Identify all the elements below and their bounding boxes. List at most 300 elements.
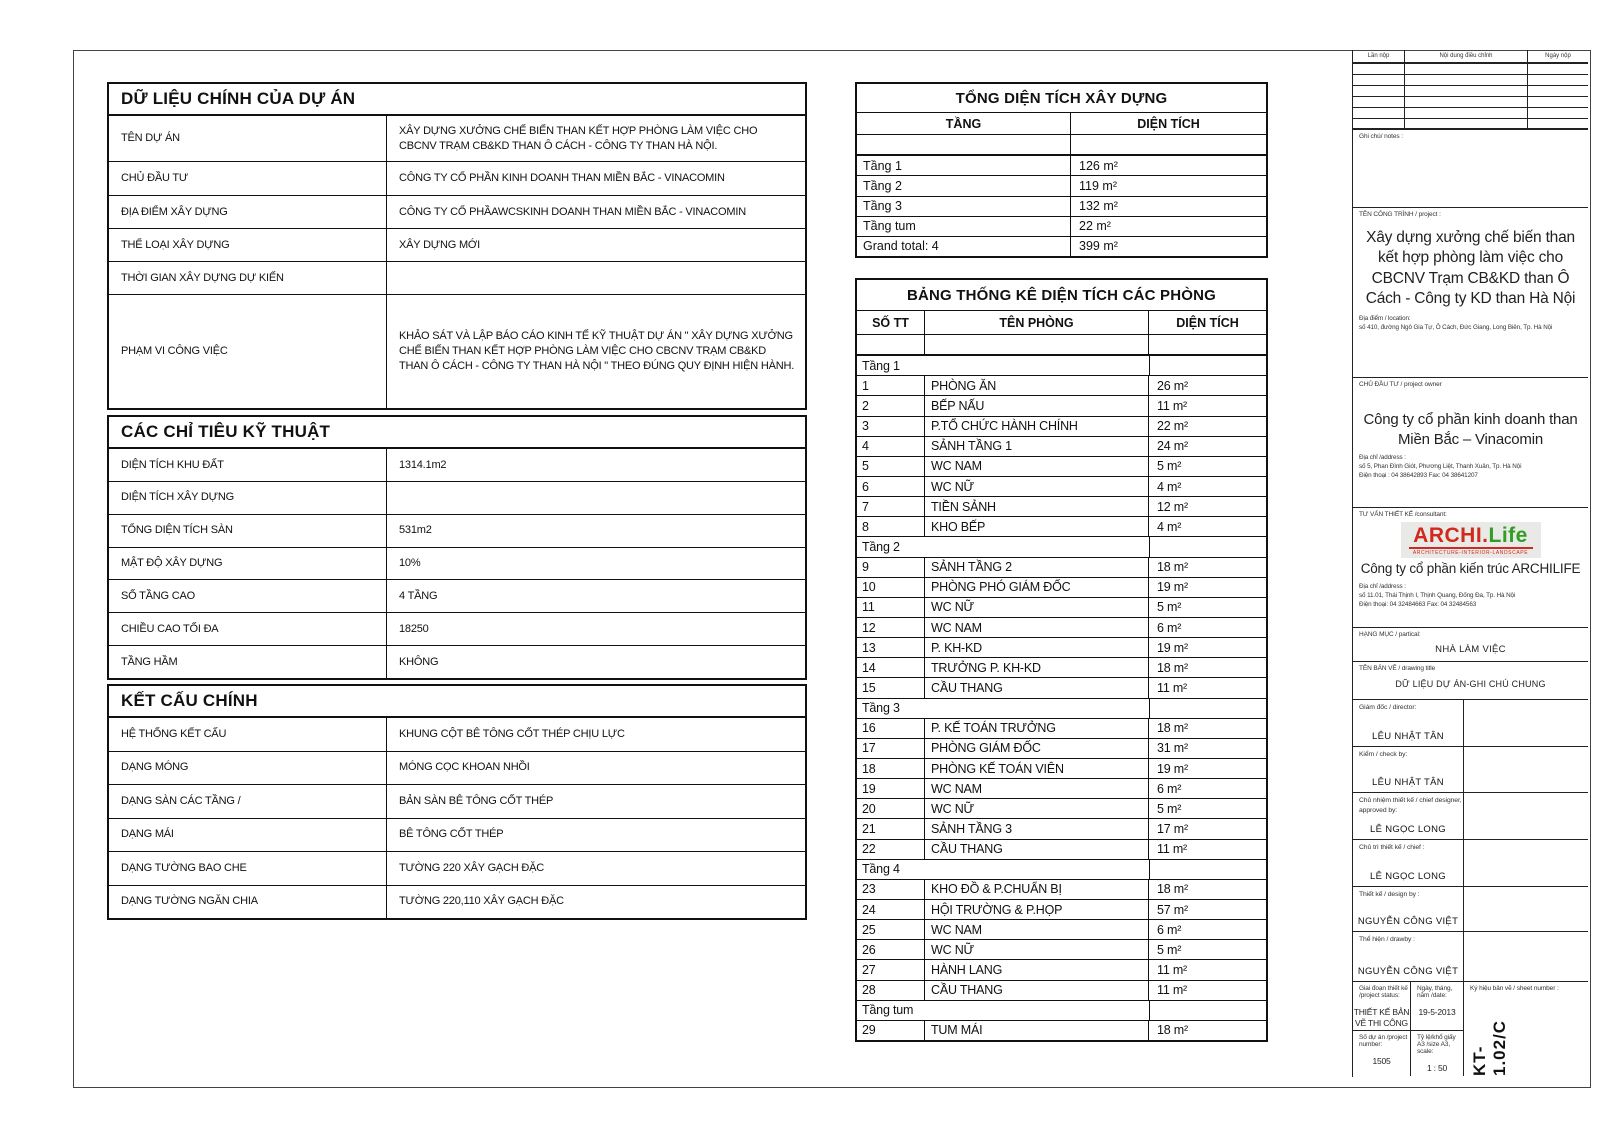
revision-cell bbox=[1353, 64, 1405, 74]
table-row bbox=[109, 613, 805, 646]
revision-header bbox=[1353, 50, 1588, 64]
revision-cell bbox=[1353, 119, 1405, 130]
row-label: TỔNG DIỆN TÍCH SÀN bbox=[109, 515, 387, 547]
column-header-area: DIỆN TÍCH bbox=[1137, 116, 1200, 131]
no-cell: 13 bbox=[857, 638, 925, 657]
table-row bbox=[857, 759, 1266, 779]
consultant-box bbox=[1353, 508, 1588, 628]
stage-value: THIẾT KẾ BẢN VẼ THI CÔNG bbox=[1353, 1007, 1410, 1029]
no-cell: 5 bbox=[857, 457, 925, 476]
no-cell: 1 bbox=[857, 376, 925, 395]
signature-role-label: Giám đốc / director: bbox=[1359, 704, 1417, 711]
area-cell: 18 m² bbox=[1157, 1023, 1188, 1038]
revision-row bbox=[1353, 64, 1588, 75]
row-value: 10% bbox=[399, 557, 421, 570]
consultant-label: TƯ VẤN THIẾT KẾ /consultant: bbox=[1359, 511, 1447, 518]
project-number-cell bbox=[1353, 1031, 1410, 1076]
table-row bbox=[109, 196, 805, 229]
no-cell: 9 bbox=[857, 558, 925, 577]
row-value: KHÔNG bbox=[399, 655, 439, 668]
table-row bbox=[857, 135, 1266, 156]
drawing-title-value: DỮ LIỆU DỰ ÁN-GHI CHÚ CHUNG bbox=[1395, 679, 1546, 689]
table-row bbox=[857, 517, 1266, 537]
area-cell: 11 m² bbox=[1157, 983, 1188, 998]
table-row bbox=[109, 295, 805, 408]
table-row bbox=[857, 638, 1266, 658]
row-value: 1314.1m2 bbox=[399, 458, 447, 471]
area-cell: 12 m² bbox=[1157, 499, 1188, 514]
area-cell: 6 m² bbox=[1157, 781, 1182, 796]
table-row bbox=[857, 860, 1266, 880]
signature-field bbox=[1464, 840, 1588, 886]
no-cell: 17 bbox=[857, 739, 925, 758]
category-label: HẠNG MỤC / partical: bbox=[1359, 631, 1421, 638]
area-cell: 22 m² bbox=[1079, 219, 1111, 234]
owner-box bbox=[1353, 378, 1588, 508]
no-cell: 15 bbox=[857, 678, 925, 697]
room-name-cell: WC NAM bbox=[925, 779, 1149, 798]
area-cell bbox=[1150, 537, 1266, 556]
area-cell: 5 m² bbox=[1157, 459, 1182, 474]
table-row bbox=[857, 719, 1266, 739]
area-cell: 5 m² bbox=[1157, 600, 1182, 615]
table-row bbox=[857, 1021, 1266, 1040]
signature-box bbox=[1353, 887, 1588, 932]
revision-table bbox=[1353, 50, 1588, 130]
table-row bbox=[857, 960, 1266, 980]
no-cell: 29 bbox=[857, 1021, 925, 1040]
no-cell: 22 bbox=[857, 840, 925, 859]
signature-field bbox=[1464, 887, 1588, 931]
owner-address-value: số 5, Phan Đình Giót, Phương Liệt, Thanh Xuân, Tp. Hà Nội bbox=[1359, 463, 1522, 471]
row-label: THỂ LOẠI XÂY DỰNG bbox=[109, 229, 387, 261]
owner-name: Công ty cổ phần kinh doanh than Miền Bắc – Vinacomin bbox=[1363, 411, 1578, 448]
table-row bbox=[857, 779, 1266, 799]
area-cell: 4 m² bbox=[1157, 519, 1182, 534]
no-cell: 20 bbox=[857, 799, 925, 818]
signature-left bbox=[1353, 932, 1464, 981]
table-row bbox=[109, 229, 805, 262]
project-name-label: TÊN CÔNG TRÌNH / project : bbox=[1359, 211, 1441, 218]
row-label: DIỆN TÍCH KHU ĐẤT bbox=[109, 449, 387, 481]
column-header-no: SỐ TT bbox=[857, 311, 925, 334]
signature-left bbox=[1353, 887, 1464, 931]
signature-name: LÊU NHẬT TÂN bbox=[1372, 777, 1444, 788]
table-row bbox=[857, 699, 1266, 719]
table-row bbox=[857, 376, 1266, 396]
table-row bbox=[857, 156, 1266, 176]
no-cell: 28 bbox=[857, 981, 925, 1000]
no-cell: 23 bbox=[857, 880, 925, 899]
room-name-cell: P. KH-KD bbox=[925, 638, 1149, 657]
floor-group-cell: Tầng tum bbox=[857, 1001, 1150, 1020]
table-row bbox=[857, 819, 1266, 839]
row-label: HỆ THỐNG KẾT CẤU bbox=[109, 718, 387, 751]
room-name-cell: PHÒNG ĂN bbox=[925, 376, 1149, 395]
category-value: NHÀ LÀM VIỆC bbox=[1435, 644, 1506, 655]
signature-name: LÊU NHẬT TÂN bbox=[1372, 730, 1444, 742]
room-name-cell: WC NỮ bbox=[925, 598, 1149, 617]
row-value: KHUNG CỘT BÊ TÔNG CỐT THÉP CHỊU LỰC bbox=[399, 727, 625, 740]
scale-value: 1 : 50 bbox=[1426, 1063, 1448, 1073]
date-label: Ngày, tháng, năm /date: bbox=[1417, 985, 1453, 999]
tech-specs-title: CÁC CHỈ TIÊU KỸ THUẬT bbox=[109, 417, 805, 449]
notes-box bbox=[1353, 130, 1588, 208]
archilife-logo bbox=[1401, 522, 1541, 558]
signature-role-label: Chủ trì thiết kế / chief : bbox=[1359, 844, 1425, 851]
table-row bbox=[857, 558, 1266, 578]
table-row bbox=[109, 548, 805, 581]
area-cell: 11 m² bbox=[1157, 842, 1188, 857]
signature-box bbox=[1353, 793, 1588, 840]
signature-name: LÊ NGỌC LONG bbox=[1370, 824, 1446, 835]
row-value: TƯỜNG 220,110 XÂY GẠCH ĐẶC bbox=[399, 895, 564, 908]
revision-cell bbox=[1528, 97, 1588, 107]
table-row bbox=[857, 578, 1266, 598]
revision-col-content: Nội dung điều chỉnh bbox=[1405, 50, 1528, 62]
floor-cell: Tầng 3 bbox=[857, 197, 1071, 216]
floor-group-cell: Tầng 1 bbox=[857, 356, 1150, 375]
table-row bbox=[109, 449, 805, 482]
table-row bbox=[857, 197, 1266, 217]
table-row bbox=[109, 162, 805, 196]
floor-cell: Tầng 2 bbox=[857, 176, 1071, 195]
signature-role-label: Kiểm / check by: bbox=[1359, 750, 1408, 758]
no-cell: 6 bbox=[857, 477, 925, 496]
row-label: TẦNG HẦM bbox=[109, 646, 387, 678]
row-label: ĐỊA ĐIỂM XÂY DỰNG bbox=[109, 196, 387, 228]
location-text bbox=[1353, 310, 1588, 332]
total-area-header bbox=[857, 113, 1266, 135]
row-value: XÂY DỰNG XƯỞNG CHẾ BIẾN THAN KẾT HỢP PHÒNG LÀM VIỆC CHO CBCNV TRẠM CB&KD THAN Ô CÁCH - CÔNG TY THAN HÀ NỘI. bbox=[399, 124, 758, 152]
owner-address bbox=[1353, 449, 1588, 480]
no-cell: 21 bbox=[857, 819, 925, 838]
row-value: XÂY DỰNG MỚI bbox=[399, 238, 481, 251]
no-cell: 7 bbox=[857, 497, 925, 516]
revision-rows bbox=[1353, 64, 1588, 130]
room-name-cell: WC NỮ bbox=[925, 940, 1149, 959]
room-name-cell: TIỀN SẢNH bbox=[925, 497, 1149, 516]
revision-row bbox=[1353, 108, 1588, 119]
room-name-cell: WC NỮ bbox=[925, 799, 1149, 818]
title-block-bottom-grid bbox=[1353, 982, 1588, 1076]
row-value: BẢN SÀN BÊ TÔNG CỐT THÉP bbox=[399, 794, 554, 807]
structure-title: KẾT CẤU CHÍNH bbox=[109, 686, 805, 718]
project-name-box bbox=[1353, 208, 1588, 378]
area-cell: 19 m² bbox=[1157, 761, 1188, 776]
project-data-title: DỮ LIỆU CHÍNH CỦA DỰ ÁN bbox=[109, 84, 805, 116]
area-cell bbox=[1150, 356, 1266, 375]
area-cell: 31 m² bbox=[1157, 741, 1188, 756]
area-cell: 19 m² bbox=[1157, 580, 1188, 595]
total-area-title: TỔNG DIỆN TÍCH XÂY DỰNG bbox=[857, 84, 1266, 113]
revision-cell bbox=[1353, 97, 1405, 107]
revision-cell bbox=[1405, 108, 1528, 118]
table-row bbox=[109, 515, 805, 548]
area-cell: 11 m² bbox=[1157, 962, 1188, 977]
table-row bbox=[109, 116, 805, 162]
signature-field bbox=[1464, 700, 1588, 746]
room-name-cell: WC NAM bbox=[925, 618, 1149, 637]
signature-role-label: Chủ nhiệm thiết kế / chief designer, approved by: bbox=[1359, 797, 1462, 814]
revision-col-submission: Lần nộp bbox=[1353, 50, 1405, 62]
row-value: MÓNG CỌC KHOAN NHỒI bbox=[399, 761, 530, 774]
row-value: 4 TẦNG bbox=[399, 589, 438, 602]
owner-phone: Điện thoại : 04 38642893 Fax: 04 38641207 bbox=[1359, 472, 1478, 480]
table-row bbox=[109, 819, 805, 853]
signature-left bbox=[1353, 747, 1464, 793]
consultant-address-value: số 11.01, Thái Thịnh I, Thịnh Quang, Đống Đa, Tp. Hà Nội bbox=[1359, 592, 1516, 599]
revision-row bbox=[1353, 119, 1588, 130]
structure-table bbox=[107, 684, 807, 920]
row-value bbox=[387, 482, 805, 514]
room-name-cell: P. KẾ TOÁN TRƯỞNG bbox=[925, 719, 1149, 738]
revision-row bbox=[1353, 97, 1588, 108]
title-block bbox=[1352, 50, 1588, 1077]
signature-left bbox=[1353, 700, 1464, 746]
drawing-title-label: TÊN BẢN VẼ / drawing title bbox=[1359, 665, 1436, 672]
date-value: 19-5-2013 bbox=[1418, 1007, 1456, 1017]
area-cell: 5 m² bbox=[1157, 942, 1182, 957]
room-name-cell: HÀNH LANG bbox=[925, 960, 1149, 979]
notes-label: Ghi chú/ notes : bbox=[1359, 133, 1403, 140]
room-area-header bbox=[857, 311, 1266, 335]
consultant-address-label: Địa chỉ /address : bbox=[1359, 582, 1406, 590]
column-header-room-name: TÊN PHÒNG bbox=[925, 311, 1149, 334]
signature-left bbox=[1353, 793, 1464, 839]
signature-name: NGUYỄN CÔNG VIỆT bbox=[1357, 916, 1459, 927]
table-row bbox=[857, 880, 1266, 900]
room-name-cell: WC NAM bbox=[925, 920, 1149, 939]
row-value: CÔNG TY CỔ PHẦAWCSKINH DOANH THAN MIỀN BẮC - VINACOMIN bbox=[399, 205, 746, 218]
area-cell: 17 m² bbox=[1157, 821, 1188, 836]
table-row bbox=[109, 852, 805, 886]
table-row bbox=[857, 739, 1266, 759]
no-cell: 14 bbox=[857, 658, 925, 677]
tech-rows bbox=[109, 449, 805, 678]
table-row bbox=[857, 497, 1266, 517]
row-value: 18250 bbox=[399, 622, 429, 635]
revision-cell bbox=[1528, 119, 1588, 130]
area-cell bbox=[1150, 860, 1266, 879]
room-rows bbox=[857, 335, 1266, 1040]
room-name-cell bbox=[925, 335, 1149, 354]
table-row bbox=[857, 335, 1266, 356]
area-cell: 11 m² bbox=[1157, 680, 1188, 695]
table-row bbox=[857, 437, 1266, 457]
row-value: TƯỜNG 220 XÂY GẠCH ĐẶC bbox=[399, 861, 545, 874]
signature-role-label: Thể hiện / drawby : bbox=[1359, 936, 1415, 943]
total-area-table bbox=[855, 82, 1268, 258]
column-header-room-area: DIỆN TÍCH bbox=[1176, 315, 1239, 330]
no-cell: 26 bbox=[857, 940, 925, 959]
room-name-cell: CẦU THANG bbox=[925, 981, 1149, 1000]
floor-group-cell: Tầng 3 bbox=[857, 699, 1150, 718]
table-row bbox=[857, 1001, 1266, 1021]
table-row bbox=[857, 658, 1266, 678]
signature-box bbox=[1353, 700, 1588, 747]
date-cell bbox=[1411, 982, 1463, 1031]
area-cell bbox=[1071, 135, 1266, 154]
area-cell: 119 m² bbox=[1079, 178, 1117, 193]
signature-box bbox=[1353, 932, 1588, 982]
row-label: THỜI GIAN XÂY DỰNG DỰ KIẾN bbox=[109, 262, 387, 294]
area-cell: 126 m² bbox=[1079, 158, 1118, 173]
table-row bbox=[857, 176, 1266, 196]
floor-group-cell: Tầng 2 bbox=[857, 537, 1150, 556]
revision-row bbox=[1353, 86, 1588, 97]
table-row bbox=[857, 981, 1266, 1001]
no-cell: 16 bbox=[857, 719, 925, 738]
no-cell: 19 bbox=[857, 779, 925, 798]
row-label: CHỦ ĐẦU TƯ bbox=[109, 162, 387, 195]
area-cell: 11 m² bbox=[1157, 398, 1188, 413]
room-name-cell: BẾP NẤU bbox=[925, 396, 1149, 415]
no-cell: 2 bbox=[857, 396, 925, 415]
no-cell: 12 bbox=[857, 618, 925, 637]
table-row bbox=[857, 417, 1266, 437]
signature-box bbox=[1353, 747, 1588, 794]
sheet-number-value: KT-1.02/C bbox=[1470, 1019, 1509, 1076]
room-area-table bbox=[855, 278, 1268, 1042]
area-cell: 26 m² bbox=[1157, 378, 1188, 393]
no-cell: 25 bbox=[857, 920, 925, 939]
sheet-number-cell bbox=[1464, 982, 1588, 1076]
consultant-phone: Điện thoại: 04 32484663 Fax: 04 32484563 bbox=[1359, 601, 1477, 609]
table-row bbox=[857, 598, 1266, 618]
no-cell: 18 bbox=[857, 759, 925, 778]
room-name-cell: SẢNH TẦNG 1 bbox=[925, 437, 1149, 456]
table-row bbox=[857, 678, 1266, 698]
revision-row bbox=[1353, 75, 1588, 86]
date-column bbox=[1411, 982, 1464, 1076]
room-name-cell: KHO BẾP bbox=[925, 517, 1149, 536]
project-number-value: 1505 bbox=[1372, 1056, 1391, 1066]
no-cell: 11 bbox=[857, 598, 925, 617]
stage-column bbox=[1353, 982, 1411, 1076]
no-cell: 8 bbox=[857, 517, 925, 536]
table-row bbox=[857, 799, 1266, 819]
signature-name: NGUYỄN CÔNG VIỆT bbox=[1357, 966, 1459, 977]
sheet-number-label: Ký hiệu bản vẽ / sheet number : bbox=[1470, 985, 1559, 992]
signature-box bbox=[1353, 840, 1588, 887]
table-row bbox=[857, 900, 1266, 920]
scale-cell bbox=[1411, 1031, 1463, 1076]
row-label: MẬT ĐỘ XÂY DỰNG bbox=[109, 548, 387, 580]
row-label: DẠNG MÁI bbox=[109, 819, 387, 852]
revision-cell bbox=[1405, 75, 1528, 85]
table-row bbox=[109, 482, 805, 515]
table-row bbox=[857, 920, 1266, 940]
table-row bbox=[109, 262, 805, 295]
revision-cell bbox=[1353, 86, 1405, 96]
floor-cell bbox=[857, 135, 1071, 154]
project-data-table bbox=[107, 82, 807, 410]
no-cell: 24 bbox=[857, 900, 925, 919]
room-name-cell: PHÒNG KẾ TOÁN VIÊN bbox=[925, 759, 1149, 778]
area-cell: 132 m² bbox=[1079, 199, 1118, 214]
row-label: CHIỀU CAO TỐI ĐA bbox=[109, 613, 387, 645]
table-row bbox=[109, 752, 805, 786]
room-name-cell: CẦU THANG bbox=[925, 840, 1149, 859]
total-area-rows bbox=[857, 135, 1266, 256]
revision-cell bbox=[1528, 86, 1588, 96]
table-row bbox=[857, 217, 1266, 237]
room-name-cell: CẦU THANG bbox=[925, 678, 1149, 697]
room-name-cell: KHO ĐỒ & P.CHUẨN BỊ bbox=[925, 880, 1149, 899]
structure-rows bbox=[109, 718, 805, 918]
stage-cell bbox=[1353, 982, 1410, 1031]
no-cell: 27 bbox=[857, 960, 925, 979]
area-cell: 4 m² bbox=[1157, 479, 1182, 494]
row-value: 531m2 bbox=[399, 524, 432, 537]
logo-subtitle: ARCHITECTURE-INTERIOR-LANDSCAPE bbox=[1412, 550, 1529, 556]
table-row bbox=[109, 785, 805, 819]
room-name-cell: WC NAM bbox=[925, 457, 1149, 476]
floor-cell: Grand total: 4 bbox=[857, 237, 1071, 256]
table-row bbox=[857, 840, 1266, 860]
revision-cell bbox=[1353, 108, 1405, 118]
area-cell: 57 m² bbox=[1157, 902, 1188, 917]
revision-cell bbox=[1528, 108, 1588, 118]
floor-cell: Tầng tum bbox=[857, 217, 1071, 236]
row-label: PHẠM VI CÔNG VIỆC bbox=[109, 295, 387, 408]
location-label: Địa điểm / location: bbox=[1359, 314, 1411, 322]
no-cell: 3 bbox=[857, 417, 925, 436]
area-cell: 5 m² bbox=[1157, 801, 1182, 816]
area-cell: 18 m² bbox=[1157, 882, 1188, 897]
owner-address-label: Địa chỉ /address : bbox=[1359, 454, 1406, 461]
row-value: KHẢO SÁT VÀ LẬP BÁO CÁO KINH TẾ KỸ THUẬT DỰ ÁN " XÂY DỰNG XƯỞNG CHẾ BIẾN THAN KẾT HỢP PHÒNG LÀM VIỆC CHO CBCNV TRẠM CB&KD THAN Ô CÁCH - CÔNG TY THAN HÀ NỘI " THEO ĐÚNG QUY ĐỊNH HIỆN HÀNH. bbox=[399, 330, 795, 372]
revision-cell bbox=[1405, 97, 1528, 107]
consultant-name: Công ty cổ phần kiến trúc ARCHILIFE bbox=[1360, 561, 1581, 576]
revision-cell bbox=[1405, 64, 1528, 74]
room-name-cell: SẢNH TẦNG 2 bbox=[925, 558, 1149, 577]
table-row bbox=[857, 477, 1266, 497]
row-value bbox=[387, 262, 805, 294]
signature-role-label: Thiết kế / design by : bbox=[1359, 891, 1420, 898]
area-cell: 22 m² bbox=[1157, 419, 1188, 434]
area-cell: 399 m² bbox=[1079, 239, 1118, 254]
row-label: DIỆN TÍCH XÂY DỰNG bbox=[109, 482, 387, 514]
room-name-cell: TRƯỞNG P. KH-KD bbox=[925, 658, 1149, 677]
room-area-title: BẢNG THỐNG KÊ DIỆN TÍCH CÁC PHÒNG bbox=[857, 280, 1266, 311]
row-label: DẠNG MÓNG bbox=[109, 752, 387, 785]
room-name-cell: PHÒNG PHÓ GIÁM ĐỐC bbox=[925, 578, 1149, 597]
signature-field bbox=[1464, 747, 1588, 793]
stage-label: Giai đoạn thiết kế /project status: bbox=[1359, 985, 1408, 999]
scale-label: Tỷ lệ/khổ giấy A3 /size A3, scale: bbox=[1417, 1034, 1456, 1055]
area-cell: 6 m² bbox=[1157, 922, 1182, 937]
table-row bbox=[857, 396, 1266, 416]
area-cell: 19 m² bbox=[1157, 640, 1188, 655]
table-row bbox=[109, 646, 805, 678]
revision-cell bbox=[1353, 75, 1405, 85]
signature-boxes bbox=[1353, 700, 1588, 982]
area-cell: 18 m² bbox=[1157, 560, 1188, 575]
room-name-cell: TUM MÁI bbox=[925, 1021, 1149, 1040]
table-row bbox=[109, 886, 805, 919]
archilife-logo-text bbox=[1401, 525, 1541, 546]
table-row bbox=[857, 940, 1266, 960]
project-name-value: Xây dựng xưởng chế biến than kết hợp phòng làm việc cho CBCNV Trạm CB&KD than Ô Cách - Công ty KD than Hà Nội bbox=[1365, 229, 1576, 308]
table-row bbox=[857, 537, 1266, 557]
revision-cell bbox=[1405, 86, 1528, 96]
project-number-label: Số dự án /project number: bbox=[1359, 1034, 1408, 1048]
drawing-title-box bbox=[1353, 662, 1588, 700]
tech-specs-table bbox=[107, 415, 807, 680]
logo-life-part: Life bbox=[1488, 524, 1528, 547]
